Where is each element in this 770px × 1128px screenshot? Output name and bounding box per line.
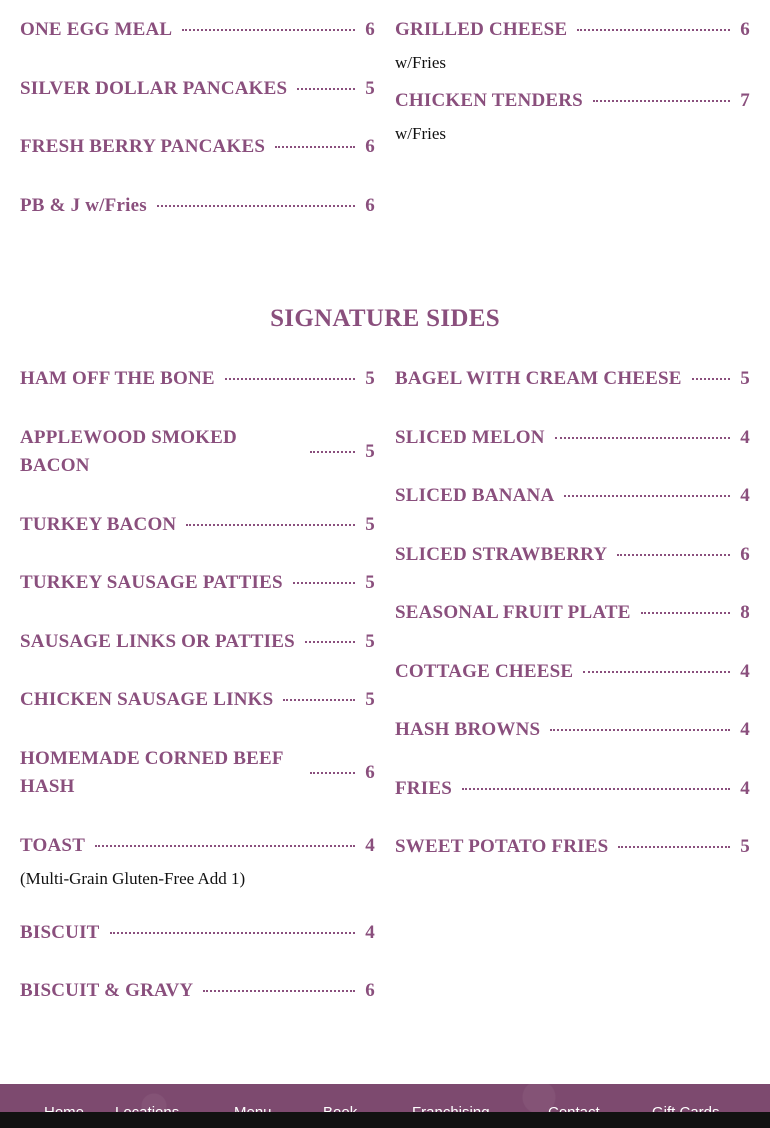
menu-item — [395, 775, 750, 803]
menu-item — [395, 599, 750, 627]
menu-item-price: 4 — [740, 427, 750, 448]
dot-leader — [310, 451, 355, 453]
menu-item — [395, 424, 750, 452]
dot-leader — [95, 845, 355, 847]
menu-item-price: 5 — [365, 441, 375, 462]
kids-menu-left-column — [20, 16, 375, 220]
menu-item-name: HAM OFF THE BONE — [20, 368, 215, 389]
menu-item-note: w/Fries — [395, 53, 446, 72]
menu-item-price: 6 — [740, 19, 750, 40]
menu-item-price: 5 — [365, 514, 375, 535]
menu-item — [20, 832, 375, 889]
dot-leader — [641, 612, 731, 614]
menu-item — [395, 87, 750, 144]
site-footer — [0, 1084, 770, 1128]
menu-item-note: w/Fries — [395, 124, 446, 143]
dot-leader — [297, 88, 355, 90]
sides-right-column — [395, 365, 750, 1005]
menu-item — [20, 977, 375, 1005]
section-title: SIGNATURE SIDES — [270, 305, 500, 332]
dot-leader — [550, 729, 730, 731]
dot-leader — [617, 554, 730, 556]
dot-leader — [186, 524, 355, 526]
menu-item-name: SEASONAL FRUIT PLATE — [395, 602, 631, 623]
dot-leader — [577, 29, 730, 31]
menu-item-name: TURKEY BACON — [20, 514, 177, 535]
menu-item — [20, 745, 375, 801]
menu-item-price: 7 — [740, 90, 750, 111]
menu-item — [395, 365, 750, 393]
menu-item-price: 5 — [365, 689, 375, 710]
dot-leader — [283, 699, 355, 701]
menu-item-name: PB & J w/Fries — [20, 195, 147, 216]
menu-item-price: 6 — [365, 136, 375, 157]
menu-item — [20, 365, 375, 393]
menu-item — [395, 716, 750, 744]
dot-leader — [110, 932, 356, 934]
dot-leader — [618, 846, 730, 848]
menu-item-price: 6 — [740, 544, 750, 565]
menu-item-name: HOMEMADE CORNED BEEF HASH — [20, 748, 283, 797]
menu-item-note: (Multi-Grain Gluten-Free Add 1) — [20, 869, 246, 888]
dot-leader — [583, 671, 730, 673]
menu-item-price: 5 — [365, 572, 375, 593]
dot-leader — [310, 772, 355, 774]
menu-item — [20, 919, 375, 947]
menu-item-name: SILVER DOLLAR PANCAKES — [20, 78, 288, 99]
menu-item-price: 6 — [365, 762, 375, 783]
menu-item-price: 6 — [365, 19, 375, 40]
menu-item — [395, 541, 750, 569]
menu-item-name: TURKEY SAUSAGE PATTIES — [20, 572, 283, 593]
menu-item-name: FRESH BERRY PANCAKES — [20, 136, 266, 157]
menu-item — [395, 482, 750, 510]
dot-leader — [225, 378, 356, 380]
dot-leader — [157, 205, 355, 207]
menu-item — [20, 628, 375, 656]
menu-item — [20, 16, 375, 44]
menu-item-name: BISCUIT — [20, 922, 100, 943]
menu-item-price: 5 — [365, 368, 375, 389]
dot-leader — [593, 100, 730, 102]
menu-item-price: 4 — [740, 719, 750, 740]
menu-item-name: APPLEWOOD SMOKED BACON — [20, 427, 237, 476]
menu-item — [395, 16, 750, 73]
menu-item-price: 4 — [740, 485, 750, 506]
menu-item — [20, 511, 375, 539]
menu-item-price: 5 — [365, 78, 375, 99]
menu-item-price: 5 — [365, 631, 375, 652]
menu-item-name: SLICED STRAWBERRY — [395, 544, 608, 565]
menu-item — [395, 833, 750, 861]
bottom-bar — [0, 1112, 770, 1128]
dot-leader — [305, 641, 355, 643]
menu-item-price: 6 — [365, 195, 375, 216]
menu-item-price: 4 — [740, 778, 750, 799]
menu-item-price: 4 — [740, 661, 750, 682]
menu-item — [20, 569, 375, 597]
dot-leader — [275, 146, 355, 148]
menu-item-name: BAGEL WITH CREAM CHEESE — [395, 368, 682, 389]
menu-item-name: SLICED MELON — [395, 427, 545, 448]
menu-item-name: SWEET POTATO FRIES — [395, 836, 609, 857]
dot-leader — [462, 788, 730, 790]
menu-item — [20, 686, 375, 714]
kids-menu-right-column — [395, 16, 750, 220]
dot-leader — [555, 437, 731, 439]
menu-item-name: HASH BROWNS — [395, 719, 541, 740]
menu-item-name: CHICKEN SAUSAGE LINKS — [20, 689, 274, 710]
menu-item-name: BISCUIT & GRAVY — [20, 980, 194, 1001]
menu-item-name: SLICED BANANA — [395, 485, 555, 506]
sides-left-column — [20, 365, 375, 1005]
menu-item-price: 6 — [365, 980, 375, 1001]
menu-item — [395, 658, 750, 686]
menu-item-name: SAUSAGE LINKS OR PATTIES — [20, 631, 295, 652]
dot-leader — [564, 495, 730, 497]
menu-item-price: 5 — [740, 836, 750, 857]
menu-item-price: 4 — [365, 835, 375, 856]
menu-item-name: FRIES — [395, 778, 452, 799]
menu-item — [20, 75, 375, 103]
menu-item — [20, 424, 375, 480]
menu-item-price: 4 — [365, 922, 375, 943]
menu-item-name: COTTAGE CHEESE — [395, 661, 574, 682]
menu-item — [20, 133, 375, 161]
menu-item-name: ONE EGG MEAL — [20, 19, 173, 40]
dot-leader — [182, 29, 355, 31]
menu-item-name: CHICKEN TENDERS — [395, 90, 583, 111]
menu-item-price: 8 — [740, 602, 750, 623]
menu-item — [20, 192, 375, 220]
dot-leader — [203, 990, 355, 992]
menu-item-name: TOAST — [20, 835, 86, 856]
dot-leader — [293, 582, 356, 584]
menu-item-name: GRILLED CHEESE — [395, 19, 568, 40]
kids-menu-section — [20, 16, 750, 220]
sides-section — [20, 365, 750, 1005]
menu-item-price: 5 — [740, 368, 750, 389]
dot-leader — [692, 378, 731, 380]
